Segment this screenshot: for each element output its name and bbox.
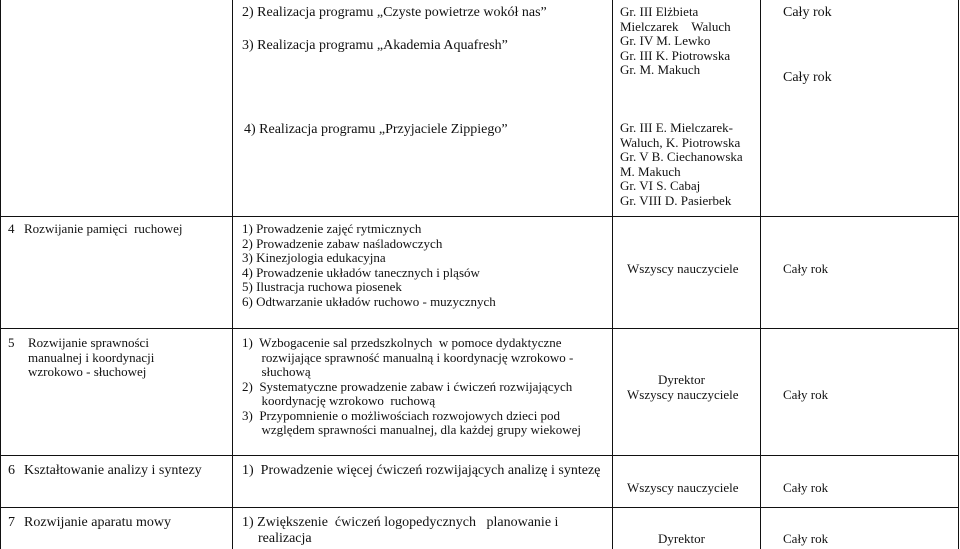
responsible-line: Waluch, K. Piotrowska — [620, 134, 741, 150]
task-text: realizacja — [258, 531, 312, 546]
task-text: 2) Realizacja programu „Czyste powietrze wokół nas” — [242, 5, 547, 20]
task-list — [242, 336, 581, 438]
task-item: 3) Kinezjologia edukacyjna — [242, 250, 386, 265]
responsible-line: Gr. VIII D. Pasierbek — [620, 192, 732, 208]
responsible-line: Gr. IV M. Lewko — [620, 33, 711, 48]
row-number: 7 — [8, 515, 15, 530]
responsible-text — [620, 121, 743, 208]
task-item: 1) Prowadzenie zajęć rytmicznych — [242, 221, 422, 236]
term-text: Cały rok — [783, 387, 829, 402]
term-text: Cały rok — [783, 70, 832, 85]
row-number: 4 — [8, 221, 15, 236]
area-text: Kształtowanie analizy i syntezy — [24, 463, 202, 478]
responsible-text: Dyrektor — [658, 531, 705, 546]
responsible-line: M. Makuch — [620, 163, 681, 179]
task-item: słuchową — [242, 364, 311, 379]
task-text: 1) Prowadzenie więcej ćwiczeń rozwijających analizę i syntezę — [242, 463, 601, 478]
task-item: 2) Prowadzenie zabaw naśladowczych — [242, 235, 443, 251]
table-border-left — [0, 0, 1, 549]
responsible-line: Mielczarek Waluch — [620, 18, 731, 34]
responsible-line: Gr. III Elżbieta — [620, 4, 699, 19]
task-item: 6) Odtwarzanie układów ruchowo - muzycznych — [242, 293, 496, 309]
area-text — [28, 336, 154, 380]
task-item: 1) Wzbogacenie sal przedszkolnych w pomoce dydaktyczne — [242, 335, 562, 350]
row-divider — [0, 507, 959, 508]
column-divider-responsible — [760, 0, 761, 549]
row-divider — [0, 328, 959, 329]
column-divider-area — [232, 0, 233, 549]
task-text: 3) Realizacja programu „Akademia Aquafresh” — [242, 38, 508, 53]
task-item: 2) Systematyczne prowadzenie zabaw i ćwiczeń rozwijających — [242, 378, 573, 394]
area-text: Rozwijanie aparatu mowy — [24, 515, 171, 530]
task-item: 5) Ilustracja ruchowa piosenek — [242, 279, 402, 294]
responsible-text: Wszyscy nauczyciele — [627, 480, 739, 495]
row-divider — [0, 455, 959, 456]
responsible-line: Gr. III K. Piotrowska — [620, 47, 731, 63]
responsible-line: Gr. VI S. Cabaj — [620, 178, 701, 193]
area-line: wzrokowo - słuchowej — [28, 364, 147, 379]
term-text: Cały rok — [783, 5, 832, 20]
task-item: rozwijające sprawność manualną i koordynację wzrokowo - — [242, 349, 574, 365]
responsible-text: Wszyscy nauczyciele — [627, 387, 739, 402]
row-divider — [0, 216, 959, 217]
responsible-text: Wszyscy nauczyciele — [627, 261, 739, 276]
column-divider-tasks — [612, 0, 613, 549]
table-border-right — [958, 0, 959, 549]
area-line: manualnej i koordynacji — [28, 349, 155, 365]
task-text: 4) Realizacja programu „Przyjaciele Zippiego” — [244, 122, 508, 137]
term-text: Cały rok — [783, 261, 829, 276]
responsible-line: Gr. M. Makuch — [620, 62, 701, 77]
task-item: względem sprawności manualnej, dla każdej grupy wiekowej — [242, 422, 581, 437]
responsible-text: Dyrektor — [658, 372, 705, 387]
area-text: Rozwijanie pamięci ruchowej — [24, 221, 183, 236]
responsible-line: Gr. III E. Mielczarek- — [620, 120, 733, 135]
task-item: koordynację wzrokowo ruchową — [242, 393, 436, 408]
term-text: Cały rok — [783, 531, 829, 546]
task-text: 1) Zwiększenie ćwiczeń logopedycznych planowanie i — [242, 515, 559, 530]
term-text: Cały rok — [783, 480, 829, 495]
area-line: Rozwijanie sprawności — [28, 335, 149, 350]
responsible-line: Gr. V B. Ciechanowska — [620, 149, 743, 164]
task-item: 4) Prowadzenie układów tanecznych i pląsów — [242, 264, 480, 280]
task-list — [242, 222, 496, 309]
row-number: 6 — [8, 463, 15, 478]
row-number: 5 — [8, 335, 15, 350]
task-item: 3) Przypomnienie o możliwościach rozwojowych dzieci pod — [242, 407, 561, 423]
responsible-text — [620, 5, 731, 78]
